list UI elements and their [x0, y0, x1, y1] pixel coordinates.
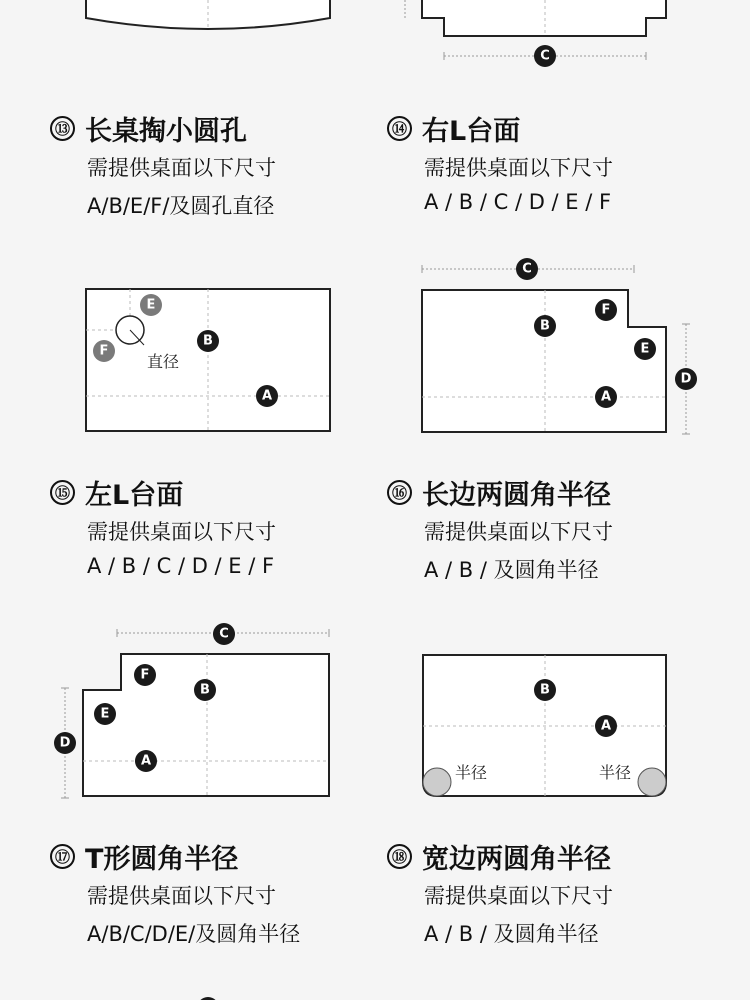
item-dimensions: A / B / 及圆角半径: [424, 922, 599, 946]
radius-label-left: 半径: [455, 763, 488, 782]
marker-e-15: [94, 703, 116, 725]
caption-17: [50, 838, 300, 950]
svg-text:D: D: [59, 735, 71, 751]
marker-a-16: [595, 715, 617, 737]
radius-label-right: 半径: [599, 763, 632, 782]
item-number: ⑱: [387, 844, 412, 869]
svg-text:E: E: [100, 706, 110, 722]
marker-a-15: [135, 750, 157, 772]
svg-text:B: B: [540, 318, 550, 334]
item-dimensions: A/B/C/D/E/及圆角半径: [87, 922, 301, 946]
diagram-13: [86, 289, 330, 431]
item-dimensions: A / B / 及圆角半径: [424, 558, 599, 582]
marker-f-13: [93, 340, 115, 362]
diagram-15: [54, 623, 329, 798]
item-requirement: 需提供桌面以下尺寸: [424, 884, 613, 908]
marker-f-14: [595, 299, 617, 321]
corner-radius-right: [638, 768, 666, 796]
svg-text:E: E: [146, 297, 156, 313]
item-requirement: 需提供桌面以下尺寸: [87, 520, 276, 544]
diameter-label: 直径: [147, 352, 180, 371]
marker-b-15: [194, 679, 216, 701]
marker-c-15: [213, 623, 235, 645]
diagram-14: [422, 258, 697, 434]
caption-14: [387, 110, 613, 222]
marker-c-top-text: C: [540, 48, 550, 64]
svg-text:C: C: [219, 626, 229, 642]
svg-text:A: A: [140, 753, 152, 769]
item-number: ⑭: [387, 116, 412, 141]
item-number: ⑮: [50, 480, 75, 505]
item-dimensions: A / B / C / D / E / F: [87, 554, 275, 578]
marker-c-top: [534, 45, 556, 67]
caption-15: [50, 474, 276, 586]
marker-e-14: [634, 338, 656, 360]
marker-a-14: [595, 386, 617, 408]
svg-text:D: D: [680, 371, 692, 387]
svg-text:F: F: [140, 667, 150, 683]
svg-text:B: B: [203, 333, 213, 349]
svg-text:C: C: [522, 261, 532, 277]
svg-text:F: F: [601, 302, 611, 318]
item-number: ⑯: [387, 480, 412, 505]
item-title: 左L台面: [85, 479, 184, 511]
marker-b-14: [534, 315, 556, 337]
item-requirement: 需提供桌面以下尺寸: [424, 520, 613, 544]
svg-text:F: F: [99, 343, 109, 359]
item-dimensions: A/B/E/F/及圆孔直径: [87, 194, 275, 218]
corner-radius-left: [423, 768, 451, 796]
svg-text:B: B: [200, 682, 210, 698]
item-requirement: 需提供桌面以下尺寸: [87, 884, 276, 908]
marker-e-13: [140, 294, 162, 316]
previous-shape-right: [422, 0, 666, 36]
marker-a-13: [256, 385, 278, 407]
caption-16: [387, 474, 613, 586]
marker-d-14: [675, 368, 697, 390]
svg-text:B: B: [540, 682, 550, 698]
svg-text:A: A: [261, 388, 273, 404]
marker-f-15: [134, 664, 156, 686]
marker-b-13: [197, 330, 219, 352]
item-requirement: 需提供桌面以下尺寸: [87, 156, 276, 180]
item-number: ⑰: [50, 844, 75, 869]
marker-c-14: [516, 258, 538, 280]
svg-text:E: E: [640, 341, 650, 357]
item-title: 宽边两圆角半径: [422, 843, 611, 875]
item-dimensions: A / B / C / D / E / F: [424, 190, 612, 214]
item-requirement: 需提供桌面以下尺寸: [424, 156, 613, 180]
caption-18: [387, 838, 613, 950]
item-title: T形圆角半径: [85, 843, 239, 875]
caption-13: [50, 110, 276, 222]
item-number: ⑬: [50, 116, 75, 141]
marker-b-16: [534, 679, 556, 701]
marker-d-15: [54, 732, 76, 754]
svg-text:A: A: [600, 718, 612, 734]
item-title: 右L台面: [422, 115, 521, 147]
item-title: 长边两圆角半径: [422, 479, 611, 511]
svg-text:A: A: [600, 389, 612, 405]
item-title: 长桌掏小圆孔: [85, 115, 247, 147]
